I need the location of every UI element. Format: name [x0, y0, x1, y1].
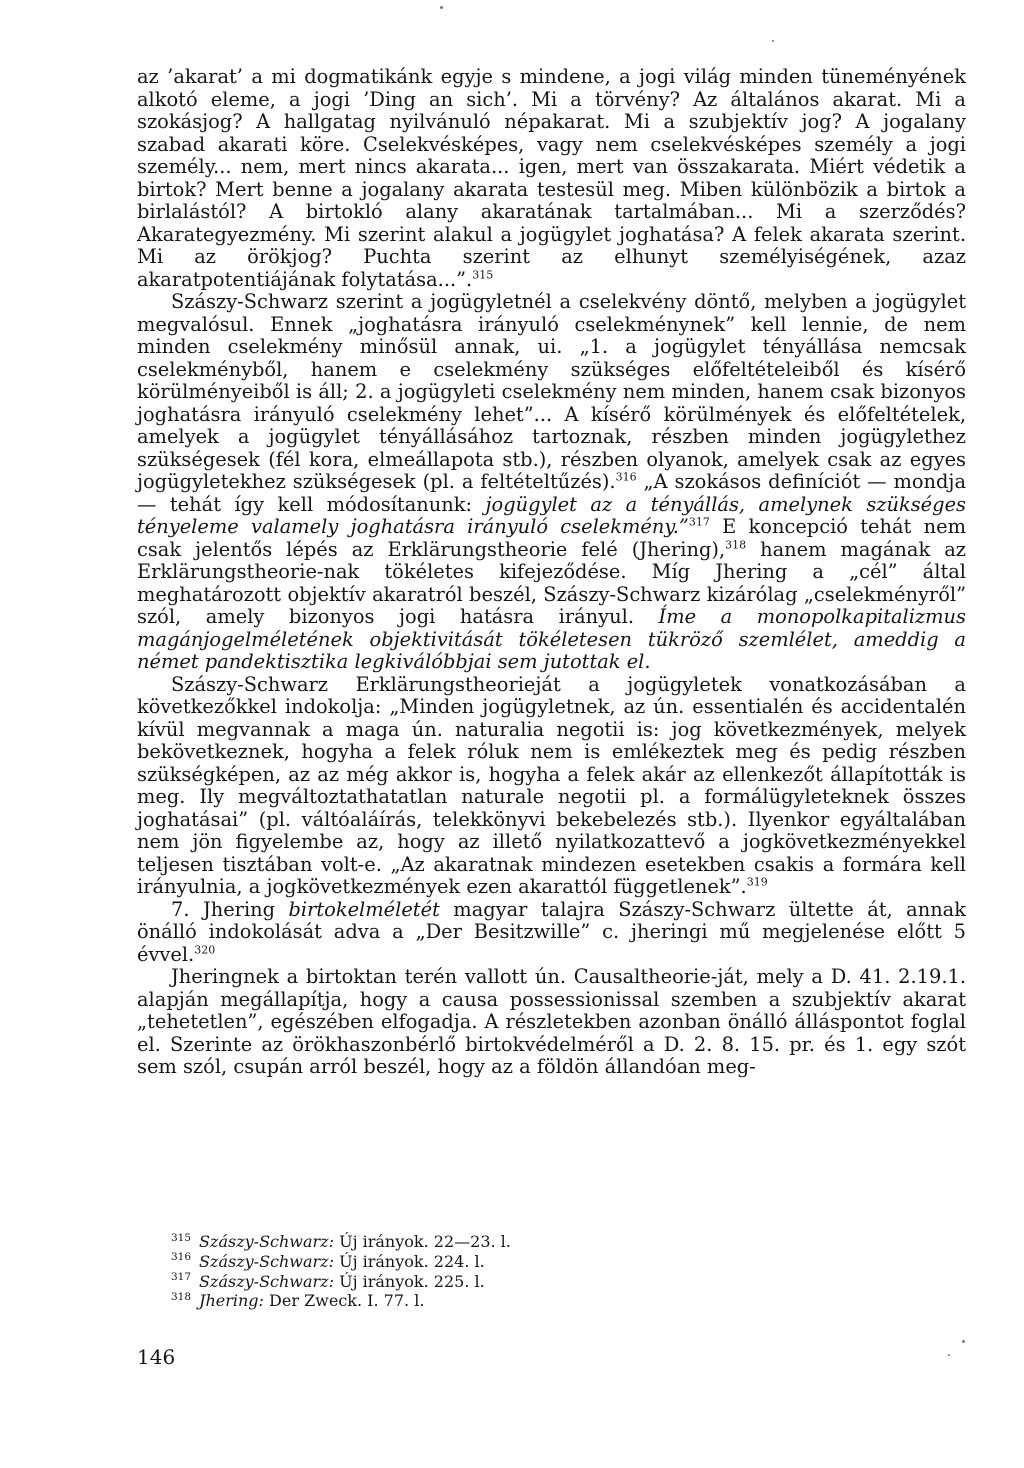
- footnotes: [171, 1232, 931, 1311]
- italic-text: Íme a monopolkapitalizmus magánjogelméletének objektivitását tökéletesen tükröző szemlélet, ameddig a német pandektisztika legkiválóbbjai sem jutottak el.: [137, 605, 966, 673]
- footnote-number: 316: [171, 1251, 192, 1264]
- footnote-ref: 315: [472, 268, 494, 282]
- footnote-author: Szászy-Schwarz:: [199, 1271, 334, 1291]
- scan-speck: [948, 1354, 950, 1356]
- footnote: [171, 1232, 931, 1252]
- footnote: [171, 1291, 931, 1311]
- scan-speck: [962, 1340, 965, 1343]
- footnote-ref: 318: [725, 538, 747, 552]
- footnote-ref: 319: [746, 875, 768, 889]
- footnote-text: Új irányok. 225. l.: [339, 1271, 485, 1291]
- footnote-number: 317: [171, 1271, 192, 1284]
- footnote-author: Szászy-Schwarz:: [199, 1251, 334, 1271]
- footnote-ref: 316: [615, 470, 637, 484]
- footnote-text: Új irányok. 224. l.: [339, 1251, 485, 1271]
- text-run: magyar talajra Szászy-Schwarz ültette át, annak önálló indokolását adva a „Der Besitzwille” c. jheringi mű megjelenése előtt 5 évvel.: [137, 897, 966, 966]
- footnote: [171, 1252, 931, 1272]
- text-run: Szászy-Schwarz Erklärungstheorieját a jogügyletek vonatkozásában a következőkkel indokolja: „Minden jogügyletnek, az ún. essentialén és accidentalén kívül megvannak a maga ún. naturalia negotii is: jog következmények, melyek bekövetkeznek, hogyha a felek róluk nem is emlékeztek meg és pedig részben szükségképen, az az még akkor is, hogyha a felek akár az ellenkezőt állapították is meg. Ily megváltoztathatatlan naturale negotii pl. a formálügyleteknek összes joghatásai” (pl. váltóaláírás, telekkönyvi bekebelezés stb.). Ilyenkor egyáltalában nem jön figyelembe az, hogy az illető nyilatkozattevő a jogkövetkezményekkel teljesen tisztában volt-e. „Az akaratnak mindezen esetekben csakis a formára kell irányulnia, a jogkövetkezmények ezen akarattól függetlenek”.: [137, 672, 966, 898]
- footnote: [171, 1272, 931, 1292]
- footnote-ref: 317: [688, 515, 710, 529]
- scan-speck: [772, 40, 774, 42]
- text-run: „A szokásos definíciót — mondja — tehát így kell módosítanunk:: [137, 470, 967, 516]
- footnote-number: 315: [171, 1231, 192, 1244]
- paragraph: [137, 66, 966, 291]
- paragraph: [137, 966, 966, 1079]
- text-run: 7. Jhering: [171, 897, 289, 921]
- text-run: Szászy-Schwarz szerint a jogügyletnél a cselekvény döntő, melyben a jogügylet megvalósul. Ennek „joghatásra irányuló cselekménynek” kell lennie, de nem minden cselekmény minősül annak, ui. „1. a jogügylet tényállása nemcsak cselekményből, hanem e cselekmény szükséges előfeltételeiből és kísérő körülményeiből is áll; 2. a jogügyleti cselekmény nem minden, hanem csak bizonyos joghatásra irányuló cselekmény lehet”... A kísérő körülmények és előfeltételek, amelyek a jogügylet tényállásához tartoznak, részben minden jogügylethez szükségesek (fél kora, elmeállapota stb.), részben olyanok, amelyek csak az egyes jogügyletekhez szükségesek (pl. a feltételtűzés).: [137, 290, 966, 493]
- italic-text: birtokelméletét: [288, 897, 440, 921]
- page-number: 146: [137, 1345, 176, 1369]
- footnote-number: 318: [171, 1291, 192, 1304]
- footnote-text: Der Zweck. I. 77. l.: [269, 1291, 425, 1311]
- scan-speck: [440, 6, 443, 9]
- footnote-text: Új irányok. 22—23. l.: [339, 1232, 511, 1251]
- paragraph: [137, 674, 966, 899]
- text-run: hanem magának az Erklärungstheorie-nak tökéletes kifejeződése. Míg Jhering a „cél” által meghatározott objektív akaratról beszél, Szászy-Schwarz kizárólag „cselekményről” szól, amely bizonyos jogi hatásra irányul.: [137, 537, 967, 628]
- text-run: Jheringnek a birtoktan terén vallott ún. Causaltheorie-ját, mely a D. 41. 2.19.1. alapján megállapítja, hogy a causa possessionissal szemben a szubjektív akarat „tehetetlen”, egészében elfogadja. A részletekben azonban önálló álláspontot foglal el. Szerinte az örökhaszonbérlő birtokvédelméről a D. 2. 8. 15. pr. és 1. egy szót sem szól, csupán arról beszél, hogy az a földön állandóan meg-: [137, 965, 966, 1078]
- text-run: az ’akarat’ a mi dogmatikánk egyje s mindene, a jogi világ minden tüneményének alkotó eleme, a jogi ’Ding an sich’. Mi a törvény? Az általános akarat. Mi a szokásjog? A hallgatag nyilvánuló népakarat. Mi a szubjektív jog? A jogalany szabad akarati köre. Cselekvésképes, vagy nem cselekvésképes személy a jogi személy... nem, mert nincs akarata... igen, mert van összakarata. Miért védetik a birtok? Mert benne a jogalany akarata testesül meg. Miben különbözik a birtok a birlalástól? A birtokló alany akaratának tartalmában... Mi a szerződés? Akarategyezmény. Mi szerint alakul a jogügylet joghatása? A felek akarata szerint. Mi az örökjog? Puchta szerint az elhunyt személyiségének, azaz akaratpotentiájának folytatása...”.: [137, 65, 966, 291]
- paragraph: [137, 899, 966, 967]
- footnote-author: Jhering:: [199, 1291, 264, 1311]
- text-run: E koncepció tehát nem csak jelentős lépés az Erklärungstheorie felé (Jhering),: [137, 515, 966, 561]
- italic-text: jogügylet az a tényállás, amelynek szükséges tényeleme valamely joghatásra irányuló cselekmény.”: [137, 492, 966, 538]
- body-text: [137, 66, 966, 1079]
- footnote-author: Szászy-Schwarz:: [199, 1232, 334, 1251]
- footnote-ref: 320: [194, 943, 216, 957]
- paragraph: [137, 291, 966, 674]
